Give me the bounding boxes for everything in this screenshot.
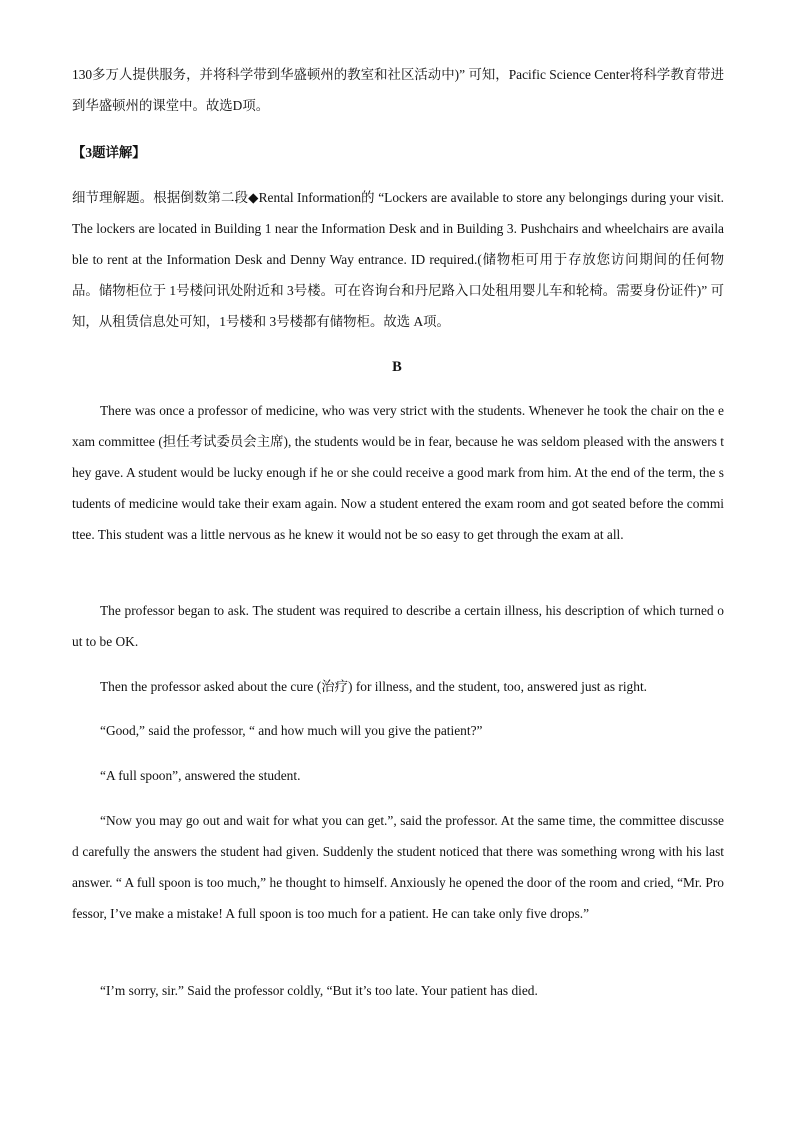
passage-paragraph-5: “A full spoon”, answered the student. [100, 768, 301, 783]
passage-paragraph-3: Then the professor asked about the cure (治疗) for illness, and the student, too, answered just as right. [100, 679, 648, 694]
passage-paragraph-1: There was once a professor of medicine, who was very strict with the students. Whenever he took the chair on the exam committee (担任考试委员会主席), the students would be in fear, because he was seldom pleased with the answers they gave. A student would be lucky enough if he or she could receive a good mark from him. At the end of the term, the students of medicine would take their exam again. Now a student entered the exam room and got seated before the committee. This student was a little nervous as he knew it would not be so easy to get through the exam at all. [72, 403, 724, 542]
section-b-heading: B [392, 359, 402, 375]
previous-answer-text: 130多万人提供服务，并将科学带到华盛顿州的教室和社区活动中)” 可知，Pacific Science Center将科学教育带进到华盛顿州的课堂中。故选D项。 [72, 67, 724, 113]
question-3-explanation: 细节理解题。根据倒数第二段◆Rental Information的 “Lockers are available to store any belongings during your visit. The lockers are located in Building 1 near the Information Desk and in Building 3. Pushchairs and wheelchairs are available to rent at the Information Desk and Denny Way entrance. ID required.(储物柜可用于存放您访问期间的任何物品。储物柜位于 1号楼问讯处附近和 3号楼。可在咨询台和丹尼路入口处租用婴儿车和轮椅。需要身份证件)” 可知，从租赁信息处可知，1号楼和 3号楼都有储物柜。故选 A项。 [72, 190, 724, 329]
passage-paragraph-6: “Now you may go out and wait for what you can get.”, said the professor. At the same time, the committee discussed carefully the answers the student had given. Suddenly the student noticed that there was something wrong with his last answer. “ A full spoon is too much,” he thought to himself. Anxiously he opened the door of the room and cried, “Mr. Professor, I’ve make a mistake! A full spoon is too much for a patient. He can take only five drops.” [72, 813, 724, 921]
passage-paragraph-7: “I’m sorry, sir.” Said the professor coldly, “But it’s too late. Your patient has died. [100, 983, 538, 998]
question-3-heading: 【3题详解】 [72, 145, 146, 160]
passage-paragraph-2: The professor began to ask. The student was required to describe a certain illness, his description of which turned out to be OK. [72, 603, 724, 649]
passage-paragraph-4: “Good,” said the professor, “ and how much will you give the patient?” [100, 723, 483, 738]
